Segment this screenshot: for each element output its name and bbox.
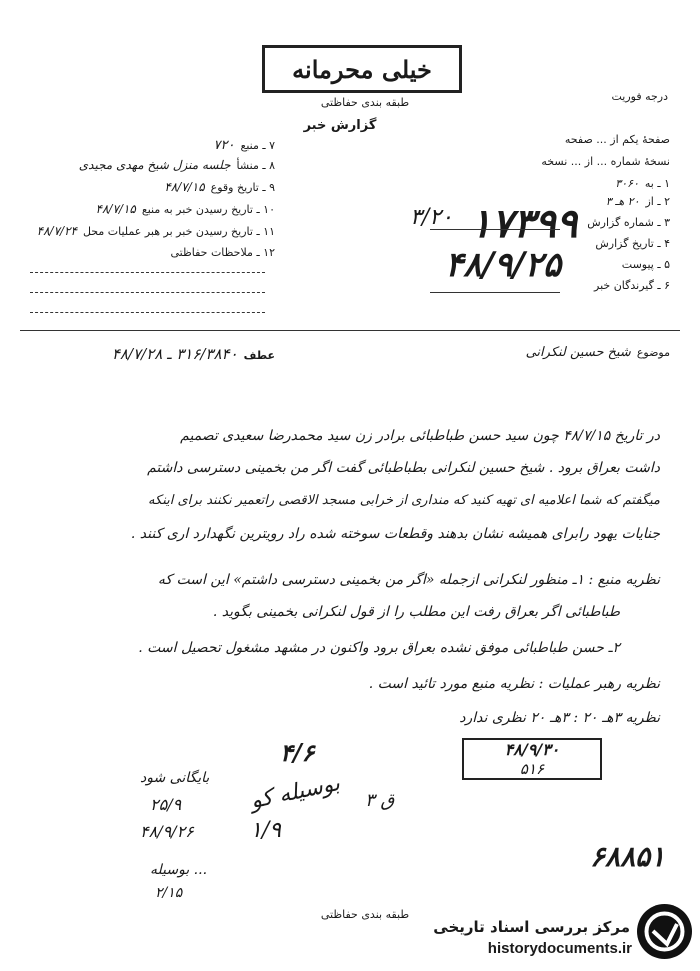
field-9-value: ۴۸/۷/۱۵ (164, 180, 205, 194)
left-note: ۲۵/۹ (150, 795, 182, 814)
document-id: ۶۸۸۵۱ (590, 840, 666, 873)
divider (30, 272, 265, 273)
report-code-hand: ۳/۲۰ (410, 205, 453, 230)
report-number-hand: ۱۷۳۹۹ (470, 200, 578, 247)
subject-value: شیخ حسین لنکرانی (525, 345, 631, 360)
field-12: ۱۲ ـ ملاحظات حفاظتی (170, 246, 275, 259)
subject-row (440, 345, 670, 360)
field-9-label: ۹ ـ تاریخ وقوع (210, 181, 275, 194)
footer-site[interactable]: historydocuments.ir (487, 940, 632, 957)
reference-value: ۳۱۶/۳۸۴۰ ـ ۴۸/۷/۲۸ (111, 345, 238, 363)
report-date-hand: ۴۸/۹/۲۵ (445, 245, 562, 285)
received-stamp (462, 738, 602, 780)
field-8 (30, 158, 275, 172)
footer-org-name: مرکز بررسی اسناد تاریخی (433, 918, 630, 936)
classification-sub: طبقه بندی حفاظتی (320, 96, 410, 109)
field-10-value: ۴۸/۷/۱۵ (95, 202, 136, 216)
item-2-value: ۲۰ هـ ۳ (605, 195, 640, 208)
divider (430, 229, 560, 230)
field-11-label: ۱۱ ـ تاریخ رسیدن خبر بر هبر عملیات محل (82, 225, 275, 238)
divider (30, 312, 265, 313)
subject-label: موضوع (636, 346, 670, 359)
left-note: ۲/۱۵ (155, 885, 183, 901)
archive-logo-icon (637, 904, 692, 959)
item-5: ۵ ـ پیوست (621, 258, 670, 271)
body-line: در تاریخ ۴۸/۷/۱۵ چون سید حسن طباطبائی برادر زن سید محمدرضا سعیدی تصمیم (180, 428, 660, 444)
body-line: میگفتم که شما اعلامیه ای تهیه کنید که منداری از خرابی مسجد الاقصی راتعمیر نکنند برای اینکه (148, 493, 660, 508)
body-line: داشت بعراق برود . شیخ حسین لنکرانی بطباطبائی گفت اگر من بخمینی دسترسی داشتم (147, 460, 660, 476)
handwritten-note: ۴/۶ (280, 738, 315, 767)
field-8-label: ۸ ـ منشأ (236, 159, 275, 172)
handwritten-note: بوسیله ‌کو (248, 770, 343, 815)
item-6: ۶ ـ گیرندگان خبر (594, 279, 670, 292)
left-note: ۴۸/۹/۲۶ (140, 822, 194, 841)
source-assessment-line: نظریه منبع : ۱ـ منظور لنکرانی ازجمله «اگر من بخمینی دسترسی داشتم» این است که (157, 572, 660, 588)
field-11 (8, 224, 275, 238)
item-1 (440, 177, 670, 190)
body-line: جنایات یهود رابرای همیشه نشان بدهند وقطعات سوخته شده راد رویترین نگهدارد اری کنند . (130, 526, 660, 542)
assessment-320: نظریه ۳هـ ۲۰ : ۳هـ ۲۰ نظری ندارد (459, 710, 660, 726)
left-note: بایگانی شود (140, 770, 210, 786)
handwritten-note: ۱/۹ (250, 818, 282, 843)
stamp-line-1: ۴۸/۹/۳۰ (504, 740, 560, 759)
item-1-label: ۱ ـ به (644, 177, 670, 190)
source-assessment-line: ۲ـ حسن طباطبائی موفق نشده بعراق برود واکنون در مشهد مشغول تحصیل است . (138, 640, 620, 656)
item-1-value: ۳۰۶۰ (615, 177, 639, 190)
footer-classification: طبقه بندی حفاظتی (320, 908, 410, 921)
report-title: گزارش خبر (303, 118, 377, 133)
source-assessment-line: طباطبائی اگر بعراق رفت این مطلب را از قول لنکرانی بخمینی بگوید . (212, 604, 620, 620)
reference-label: عطف (243, 349, 275, 362)
field-8-value: جلسه منزل شیخ مهدی مجیدی (78, 158, 231, 172)
divider (430, 292, 560, 293)
field-7-value: ۷۲۰ (213, 138, 235, 153)
leader-assessment: نظریه رهبر عملیات : نظریه منبع مورد تائید است . (368, 676, 660, 692)
field-7 (30, 138, 275, 153)
item-4: ۴ ـ تاریخ گزارش (595, 237, 670, 250)
field-7-label: ۷ ـ منبع (240, 139, 275, 152)
divider (30, 292, 265, 293)
copy-row: نسخهٔ شماره ... از ... نسخه (541, 155, 670, 168)
field-9 (30, 180, 275, 194)
page-row: صفحهٔ یکم از ... صفحه (564, 133, 670, 146)
item-3: ۳ ـ شماره گزارش (587, 216, 670, 229)
field-10-label: ۱۰ ـ تاریخ رسیدن خبر به منبع (141, 203, 275, 216)
field-11-value: ۴۸/۷/۲۴ (36, 224, 77, 238)
item-2-label: ۲ ـ از (645, 195, 670, 208)
urgency-label: درجه فوریت (611, 90, 668, 103)
stamp-line-2: ۵۱۶ (519, 760, 545, 778)
handwritten-note: ۳ ق (365, 790, 395, 811)
classification-stamp: خیلی محرمانه (262, 45, 462, 93)
reference-row (40, 345, 275, 363)
field-10 (20, 202, 275, 216)
left-note: بوسیله ... (150, 862, 208, 878)
divider (20, 330, 680, 331)
